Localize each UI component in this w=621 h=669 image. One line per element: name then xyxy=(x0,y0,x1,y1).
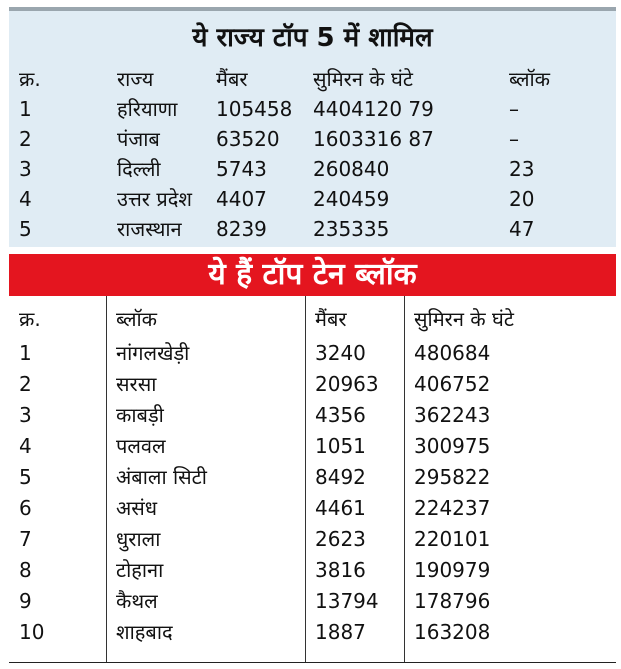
header-state: राज्य xyxy=(117,67,154,91)
header-hours: सुमिरन के घंटे xyxy=(313,67,413,91)
block-serial: 9 xyxy=(19,589,32,613)
block-members: 2623 xyxy=(315,527,366,551)
block-name: असंध xyxy=(116,496,158,520)
block-hours: 224237 xyxy=(414,496,491,520)
block-name: सरसा xyxy=(116,372,157,396)
table-row xyxy=(9,462,616,493)
top-states-panel xyxy=(9,7,616,247)
block-hours: 178796 xyxy=(414,589,491,613)
state-name: राजस्थान xyxy=(117,217,182,241)
header-serial: क्र. xyxy=(19,67,41,91)
state-name: हरियाणा xyxy=(117,97,178,121)
block-serial: 6 xyxy=(19,496,32,520)
header-members: मैंबर xyxy=(315,307,347,331)
block-members: 1051 xyxy=(315,434,366,458)
block-name: काबड़ी xyxy=(116,403,164,427)
block-serial: 7 xyxy=(19,527,32,551)
block-hours: 362243 xyxy=(414,403,491,427)
table-row xyxy=(9,400,616,431)
block-members: 4356 xyxy=(315,403,366,427)
table-row xyxy=(9,586,616,617)
state-hours: 4404120 79 xyxy=(313,97,434,121)
state-hours: 235335 xyxy=(313,217,390,241)
state-members: 105458 xyxy=(216,97,293,121)
state-blocks: 47 xyxy=(509,217,535,241)
block-hours: 406752 xyxy=(414,372,491,396)
table-row xyxy=(9,493,616,524)
table-row xyxy=(9,154,616,184)
state-serial: 5 xyxy=(19,217,32,241)
block-serial: 1 xyxy=(19,341,32,365)
block-name: अंबाला सिटी xyxy=(116,465,207,489)
state-members: 5743 xyxy=(216,157,267,181)
block-name: पलवल xyxy=(116,434,166,458)
block-name: टोहाना xyxy=(116,558,164,582)
state-serial: 3 xyxy=(19,157,32,181)
block-serial: 3 xyxy=(19,403,32,427)
block-hours: 163208 xyxy=(414,620,491,644)
state-name: दिल्ली xyxy=(117,157,161,181)
top-states-header-row xyxy=(9,64,616,94)
table-row xyxy=(9,369,616,400)
block-serial: 10 xyxy=(19,620,45,644)
state-blocks: – xyxy=(509,97,519,121)
block-name: शाहबाद xyxy=(116,620,173,644)
block-serial: 5 xyxy=(19,465,32,489)
state-name: पंजाब xyxy=(117,127,160,151)
block-members: 3240 xyxy=(315,341,366,365)
header-block: ब्लॉक xyxy=(509,67,551,91)
state-hours: 1603316 87 xyxy=(313,127,434,151)
header-members: मैंबर xyxy=(216,67,248,91)
state-serial: 1 xyxy=(19,97,32,121)
state-members: 8239 xyxy=(216,217,267,241)
block-name: कैथल xyxy=(116,589,158,613)
header-block: ब्लॉक xyxy=(116,307,158,331)
block-serial: 4 xyxy=(19,434,32,458)
top-states-title: ये राज्य टॉप 5 में शामिल xyxy=(192,23,433,53)
state-blocks: 23 xyxy=(509,157,535,181)
block-members: 13794 xyxy=(315,589,379,613)
block-hours: 295822 xyxy=(414,465,491,489)
block-members: 8492 xyxy=(315,465,366,489)
table-row xyxy=(9,524,616,555)
block-members: 20963 xyxy=(315,372,379,396)
table-row xyxy=(9,338,616,369)
block-hours: 300975 xyxy=(414,434,491,458)
table-row xyxy=(9,124,616,154)
block-serial: 8 xyxy=(19,558,32,582)
state-hours: 260840 xyxy=(313,157,390,181)
block-members: 3816 xyxy=(315,558,366,582)
top-blocks-header-row xyxy=(9,304,616,335)
state-members: 63520 xyxy=(216,127,280,151)
block-hours: 190979 xyxy=(414,558,491,582)
header-hours: सुमिरन के घंटे xyxy=(414,307,514,331)
state-serial: 4 xyxy=(19,187,32,211)
block-name: नांगलखेड़ी xyxy=(116,341,190,365)
block-members: 4461 xyxy=(315,496,366,520)
top-blocks-banner: ये हैं टॉप टेन ब्लॉक xyxy=(9,254,616,296)
table-row xyxy=(9,214,616,244)
block-hours: 480684 xyxy=(414,341,491,365)
block-hours: 220101 xyxy=(414,527,491,551)
table-row xyxy=(9,617,616,648)
top-blocks-table xyxy=(9,296,616,663)
table-row xyxy=(9,431,616,462)
state-members: 4407 xyxy=(216,187,267,211)
table-row xyxy=(9,184,616,214)
table-row xyxy=(9,555,616,586)
block-name: धुराला xyxy=(116,527,161,551)
block-serial: 2 xyxy=(19,372,32,396)
state-hours: 240459 xyxy=(313,187,390,211)
state-blocks: 20 xyxy=(509,187,535,211)
state-blocks: – xyxy=(509,127,519,151)
block-members: 1887 xyxy=(315,620,366,644)
state-name: उत्तर प्रदेश xyxy=(117,187,192,211)
state-serial: 2 xyxy=(19,127,32,151)
header-serial: क्र. xyxy=(19,307,41,331)
table-row xyxy=(9,94,616,124)
